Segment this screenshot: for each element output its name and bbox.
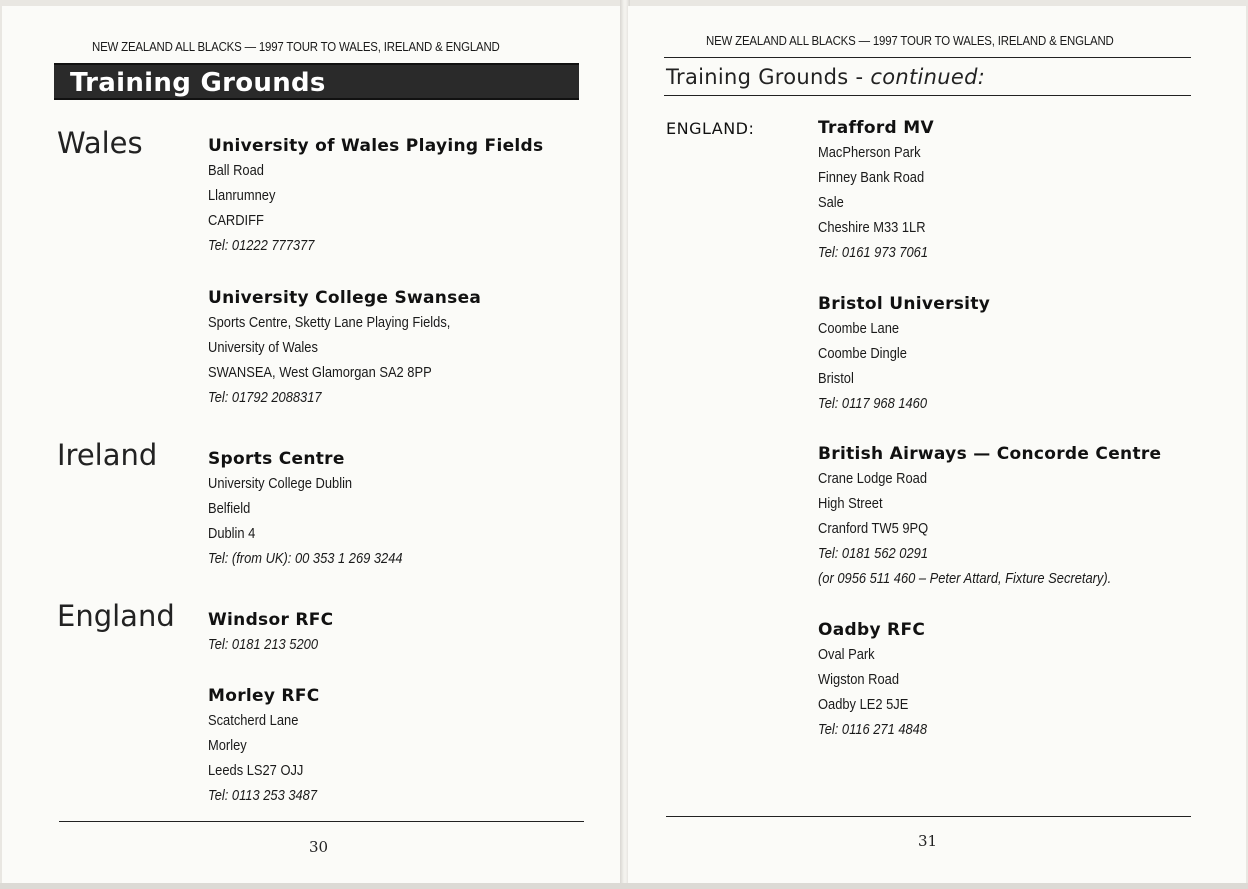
page-number: 30	[309, 838, 329, 856]
venue-name: Bristol University	[818, 294, 991, 314]
region-heading-england: England	[57, 599, 175, 633]
address-line: Finney Bank Road	[818, 169, 925, 186]
telephone: Tel: 01792 2088317	[208, 389, 322, 406]
venue-entry	[208, 286, 490, 410]
address-line: University College Dublin	[208, 475, 353, 492]
address-line: Llanrumney	[208, 187, 276, 204]
address-line: Sports Centre, Sketty Lane Playing Fields,	[208, 314, 451, 331]
footer-rule	[59, 821, 584, 822]
venue-entry	[208, 684, 335, 808]
address-line: Oval Park	[818, 646, 875, 663]
page-title: Training Grounds	[70, 68, 326, 98]
address-line: University of Wales	[208, 339, 318, 356]
region-heading-wales: Wales	[57, 126, 143, 160]
venue-entry	[818, 292, 990, 416]
venue-name: Windsor RFC	[208, 610, 334, 630]
venue-name: Oadby RFC	[818, 620, 926, 640]
venue-name: University College Swansea	[208, 288, 482, 308]
address-line: SWANSEA, West Glamorgan SA2 8PP	[208, 364, 432, 381]
left-page	[2, 6, 622, 885]
telephone: Tel: 0161 973 7061	[818, 244, 928, 261]
address-line: Scatcherd Lane	[208, 712, 299, 729]
telephone: Tel: 0117 968 1460	[818, 395, 928, 412]
address-line: Crane Lodge Road	[818, 470, 928, 487]
address-line: Sale	[818, 194, 844, 211]
venue-name: University of Wales Playing Fields	[208, 136, 544, 156]
running-head: NEW ZEALAND ALL BLACKS — 1997 TOUR TO WALES, IRELAND & ENGLAND	[92, 39, 500, 54]
address-line: MacPherson Park	[818, 144, 921, 161]
page-title-continued: continued:	[870, 65, 986, 89]
header-rule	[664, 57, 1191, 58]
address-line: Morley	[208, 737, 247, 754]
telephone: Tel: 0181 213 5200	[208, 636, 318, 653]
telephone: Tel: (from UK): 00 353 1 269 3244	[208, 550, 403, 567]
running-head: NEW ZEALAND ALL BLACKS — 1997 TOUR TO WALES, IRELAND & ENGLAND	[706, 33, 1114, 48]
venue-entry	[208, 447, 434, 571]
address-line: Oadby LE2 5JE	[818, 696, 909, 713]
address-line: Cheshire M33 1LR	[818, 219, 926, 236]
venue-entry	[818, 116, 946, 265]
telephone: Tel: 0181 562 0291	[818, 545, 928, 562]
venue-entry	[818, 618, 945, 742]
page-bottom-edge	[0, 883, 1248, 889]
venue-name: British Airways — Concorde Centre	[818, 444, 1162, 464]
address-line: Leeds LS27 OJJ	[208, 762, 304, 779]
page-title	[666, 65, 985, 89]
venue-entry	[818, 442, 1161, 591]
right-page	[628, 6, 1246, 885]
venue-name: Sports Centre	[208, 449, 345, 469]
address-line: High Street	[818, 495, 883, 512]
address-line: Belfield	[208, 500, 251, 517]
address-line: Coombe Dingle	[818, 345, 907, 362]
telephone-note: (or 0956 511 460 – Peter Attard, Fixture Secretary).	[818, 570, 1112, 587]
address-line: Cranford TW5 9PQ	[818, 520, 929, 537]
address-line: CARDIFF	[208, 212, 264, 229]
telephone: Tel: 0113 253 3487	[208, 787, 318, 804]
venue-name: Trafford MV	[818, 118, 934, 138]
title-rule	[664, 95, 1191, 96]
footer-rule	[666, 816, 1191, 817]
telephone: Tel: 01222 777377	[208, 237, 315, 254]
page-title-bar	[54, 63, 579, 100]
telephone: Tel: 0116 271 4848	[818, 721, 928, 738]
address-line: Coombe Lane	[818, 320, 900, 337]
address-line: Dublin 4	[208, 525, 256, 542]
region-heading-england: ENGLAND:	[666, 119, 755, 138]
page-number: 31	[918, 832, 938, 850]
region-heading-ireland: Ireland	[57, 438, 158, 472]
page-title-main: Training Grounds -	[666, 65, 871, 89]
venue-entry	[208, 608, 336, 657]
address-line: Bristol	[818, 370, 854, 387]
address-line: Ball Road	[208, 162, 264, 179]
venue-entry	[208, 134, 543, 258]
address-line: Wigston Road	[818, 671, 900, 688]
venue-name: Morley RFC	[208, 686, 320, 706]
